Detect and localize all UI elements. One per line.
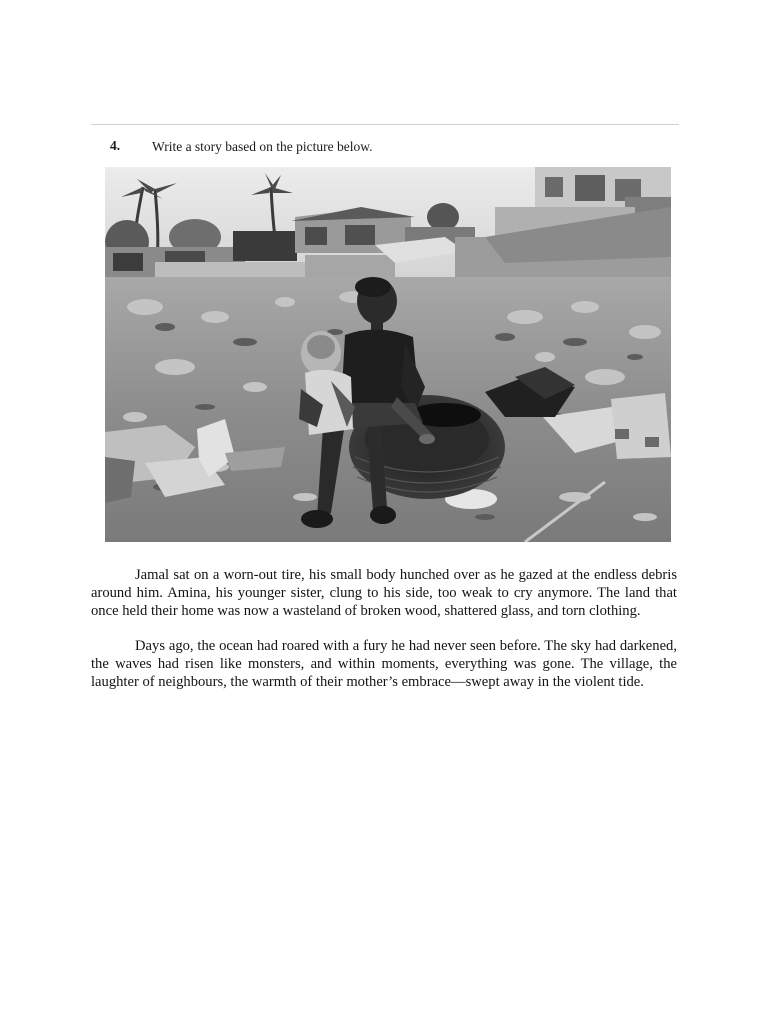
story-text xyxy=(91,567,677,709)
story-paragraph-2: Days ago, the ocean had roared with a fury he had never seen before. The sky had darkened, the waves had risen like monsters, and within moments, everything was gone. The village, the laughter of neighbours, the warmth of their mother’s embrace—swept away in the violent tide. xyxy=(91,638,677,690)
photo-illustration xyxy=(105,167,671,542)
story-paragraph-1: Jamal sat on a worn-out tire, his small body hunched over as he gazed at the endless debris around him. Amina, his younger sister, clung to his side, too weak to cry anymore. The land that once held their home was now a wasteland of broken wood, shattered glass, and torn clothing. xyxy=(91,567,677,619)
question-number: 4. xyxy=(110,138,121,153)
top-divider xyxy=(91,124,679,125)
question-prompt: Write a story based on the picture below. xyxy=(152,139,373,154)
photo-two-children-on-tire xyxy=(105,167,671,542)
